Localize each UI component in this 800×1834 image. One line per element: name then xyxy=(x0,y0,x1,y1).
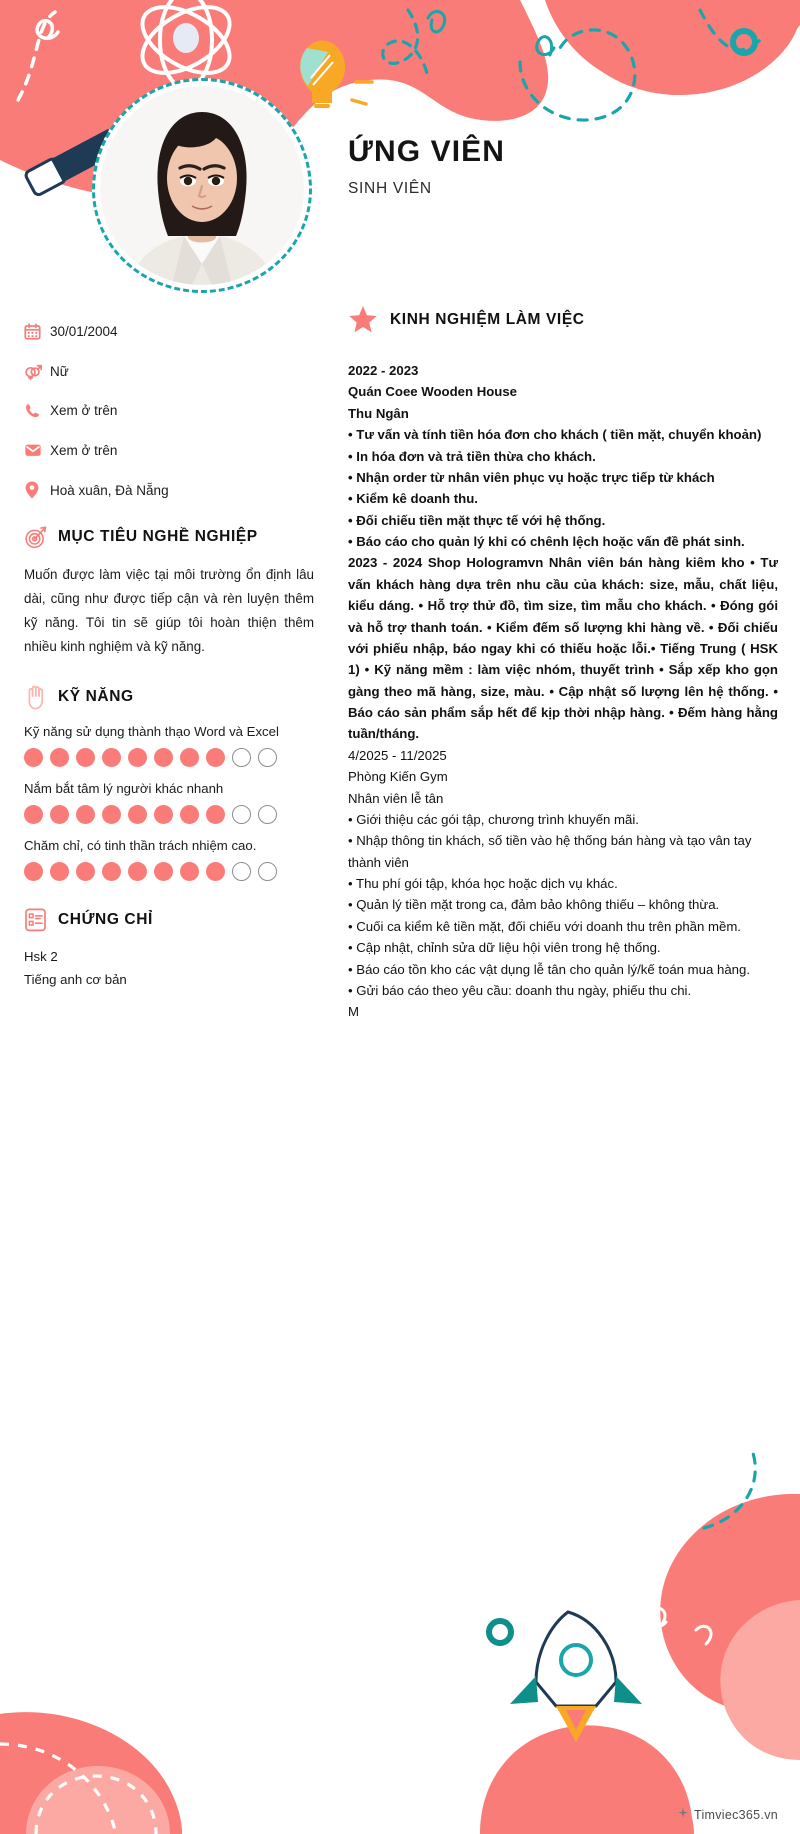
contact-value: Xem ở trên xyxy=(50,403,118,418)
calendar-icon xyxy=(24,323,50,340)
section-header-objective xyxy=(24,525,314,549)
job-company: Phòng Kiến Gym xyxy=(348,769,448,785)
job-bullet: • Cuối ca kiểm kê tiền mặt, đối chiếu với doanh thu trên phần mềm. xyxy=(348,918,741,934)
job-bullet: • Nhận order từ nhân viên phục vụ hoặc trực tiếp từ khách xyxy=(348,469,715,485)
location-icon xyxy=(24,481,50,499)
skill-label: Nắm bắt tâm lý người khác nhanh xyxy=(24,781,224,797)
skill-rating xyxy=(24,805,314,824)
job-bullet: • Gửi báo cáo theo yêu cầu: doanh thu ngày, phiếu thu chi. xyxy=(348,982,692,998)
certificate-item: Hsk 2 xyxy=(24,949,58,965)
phone-icon xyxy=(24,402,50,419)
footer-brand xyxy=(677,1807,778,1822)
job-bullet: • Quản lý tiền mặt trong ca, đảm bảo không thiếu – không thừa. xyxy=(348,897,720,913)
job-position: Nhân viên lễ tân xyxy=(348,790,444,806)
section-header-skills xyxy=(24,684,314,710)
checklist-icon xyxy=(24,907,58,932)
contact-item-birthdate xyxy=(24,323,314,340)
email-icon xyxy=(24,441,50,459)
contact-value: Hoà xuân, Đà Nẵng xyxy=(50,482,169,498)
job-bullet: • Giới thiệu các gói tập, chương trình khuyến mãi. xyxy=(348,811,639,827)
job-bullets xyxy=(348,809,778,1001)
job-bullet: • Báo cáo tồn kho các vật dụng lễ tân cho quản lý/kế toán mua hàng. xyxy=(348,961,750,977)
job-trailing-text: M xyxy=(348,1004,359,1020)
experience-column xyxy=(348,305,778,1023)
hand-icon xyxy=(24,684,58,710)
gender-icon xyxy=(24,362,50,380)
section-header-certificates xyxy=(24,907,314,932)
skill-item xyxy=(24,838,314,881)
contact-item-email[interactable] xyxy=(24,441,314,459)
page-title: ỨNG VIÊN xyxy=(348,135,506,168)
rocket-icon xyxy=(510,1612,642,1742)
job-bullet: • Kiểm kê doanh thu. xyxy=(348,491,478,507)
skill-rating xyxy=(24,748,314,767)
job-company: Quán Coee Wooden House xyxy=(348,384,518,400)
avatar xyxy=(92,78,312,293)
footer-decoration xyxy=(0,1414,800,1834)
job-bullet: • In hóa đơn và trả tiền thừa cho khách. xyxy=(348,448,596,464)
cv-footer xyxy=(0,1414,800,1834)
target-icon xyxy=(24,525,58,549)
skill-label: Kỹ năng sử dụng thành thạo Word và Excel xyxy=(24,724,279,740)
section-title: KINH NGHIỆM LÀM VIỆC xyxy=(390,310,585,328)
avatar-image-clip xyxy=(100,86,304,285)
job-description: 2023 - 2024 Shop Hologramvn Nhân viên bán hàng kiêm kho • Tư vấn khách hàng dựa trên nhu cầu của khách: size, mẫu, chất liệu, kiểu dáng. • Hỗ trợ thử đồ, tìm size, tìm mẫu cho khách. • Đóng gói và hỗ trợ thanh toán. • Kiểm đếm số lượng khi hàng về. • Đối chiếu với phiếu nhập, báo ngay khi có thiếu hoặc lỗi.• Tiếng Trung ( HSK 1) • Kỹ năng mềm : làm việc nhóm, thuyết trình • Sắp xếp kho gọn gàng theo mã hàng, size, màu. • Cập nhật số lượng lên hệ thống. • Báo cáo sản phẩm sắp hết để kịp thời nhập hàng. • Đếm hàng hằng tuần/tháng. xyxy=(348,555,778,742)
contact-value: Xem ở trên xyxy=(50,442,118,458)
experience-item xyxy=(348,745,778,1023)
candidate-role: SINH VIÊN xyxy=(348,180,432,197)
contact-list xyxy=(24,323,314,499)
contact-value: 30/01/2004 xyxy=(50,324,118,339)
name-block xyxy=(348,135,505,198)
skill-item xyxy=(24,724,314,767)
contact-item-gender xyxy=(24,362,314,380)
job-bullet: • Nhập thông tin khách, số tiền vào hệ thống bán hàng và tạo vân tay thành viên xyxy=(348,833,752,870)
job-bullet: • Đối chiếu tiền mặt thực tế với hệ thống. xyxy=(348,512,606,528)
contact-item-address xyxy=(24,481,314,499)
experience-item xyxy=(348,360,778,552)
job-bullet: • Cập nhật, chỉnh sửa dữ liệu hội viên trong hệ thống. xyxy=(348,940,661,956)
sparkle-icon xyxy=(677,1807,689,1822)
job-period: 2022 - 2023 xyxy=(348,363,419,378)
job-bullet: • Tư vấn và tính tiền hóa đơn cho khách ( tiền mặt, chuyển khoản) xyxy=(348,427,762,443)
experience-item xyxy=(348,552,778,744)
skill-rating xyxy=(24,862,314,881)
objective-text: Muốn được làm việc tại môi trường ổn định lâu dài, cũng như được tiếp cận và rèn luyện thêm kỹ năng. Tôi tin sẽ giúp tôi hoàn thiện thêm nhiều kinh nghiệm và kỹ năng. xyxy=(24,567,314,654)
footer-brand-label: Timviec365.vn xyxy=(693,1807,778,1822)
contact-item-phone[interactable] xyxy=(24,402,314,419)
job-bullets xyxy=(348,424,778,552)
section-header-experience xyxy=(348,305,778,334)
job-period: 4/2025 - 11/2025 xyxy=(348,747,447,763)
job-bullet: • Báo cáo cho quản lý khi có chênh lệch hoặc vấn đề phát sinh. xyxy=(348,534,745,549)
skill-label: Chăm chỉ, có tinh thần trách nhiệm cao. xyxy=(24,838,257,854)
section-title: CHỨNG CHỈ xyxy=(58,910,153,928)
skill-item xyxy=(24,781,314,824)
section-title: MỤC TIÊU NGHỀ NGHIỆP xyxy=(58,528,258,545)
star-icon xyxy=(348,305,390,334)
portrait-illustration xyxy=(100,86,304,285)
section-title: KỸ NĂNG xyxy=(58,688,134,706)
contact-value: Nữ xyxy=(50,363,69,379)
certificate-item: Tiếng anh cơ bản xyxy=(24,972,127,988)
cv-header xyxy=(0,0,800,305)
job-bullet: • Thu phí gói tập, khóa học hoặc dịch vụ khác. xyxy=(348,876,618,891)
sidebar-column xyxy=(24,305,314,992)
job-position: Thu Ngân xyxy=(348,405,409,421)
